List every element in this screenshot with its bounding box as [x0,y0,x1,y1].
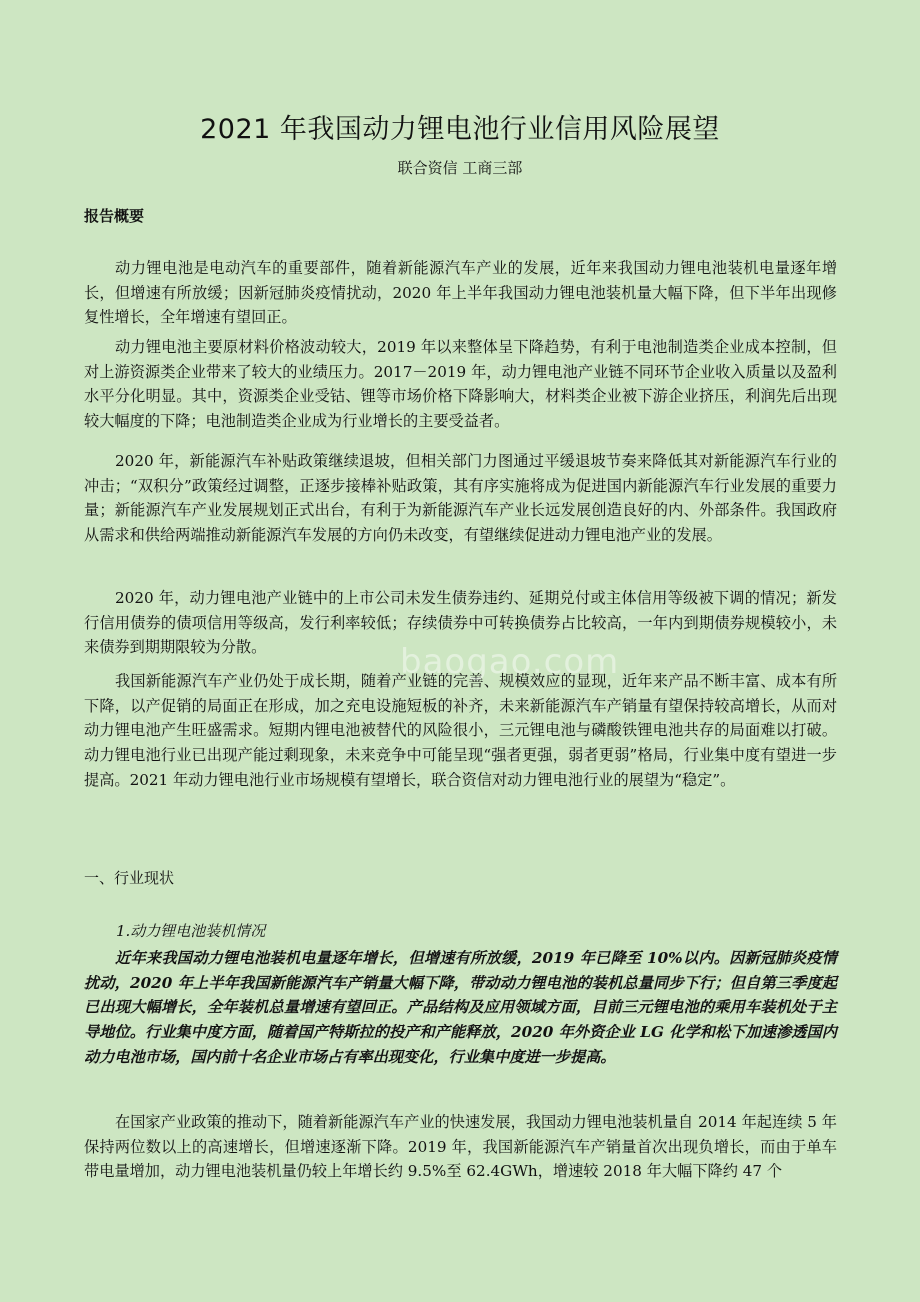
summary-paragraph-4: 2020 年，动力锂电池产业链中的上市公司未发生债券违约、延期兑付或主体信用等级被下调的情况；新发行信用债券的债项信用等级高，发行利率较低；存续债券中可转换债券占比较高，一年内到期债券规模较小，未来债券到期期限较为分散。 [84,589,837,657]
summary-heading: 报告概要 [84,207,145,225]
sub-heading-battery-installation: 1.动力锂电池装机情况 [116,922,266,940]
document-title: 2021 年我国动力锂电池行业信用风险展望 [200,114,720,145]
summary-paragraph-5: 我国新能源汽车产业仍处于成长期，随着产业链的完善、规模效应的显现，近年来产品不断丰富、成本有所下降，以产促销的局面正在形成，加之充电设施短板的补齐，未来新能源汽车产销量有望保持较高增长，从而对动力锂电池产生旺盛需求。短期内锂电池被替代的风险很小，三元锂电池与磷酸铁锂电池共存的局面难以打破。动力锂电池行业已出现产能过剩现象，未来竞争中可能呈现“强者更强，弱者更弱”格局，行业集中度有望进一步提高。2021 年动力锂电池行业市场规模有望增长，联合资信对动力锂电池行业的展望为“稳定”。 [84,672,837,789]
emphasis-paragraph: 近年来我国动力锂电池装机电量逐年增长，但增速有所放缓，2019 年已降至 10%以内。因新冠肺炎疫情扰动，2020 年上半年我国新能源汽车产销量大幅下降，带动动力锂电池的装机总量同步下行；但自第三季度起已出现大幅增长，全年装机总量增速有望回正。产品结构及应用领域方面，目前三元锂电池的乘用车装机处于主导地位。行业集中度方面，随着国产特斯拉的投产和产能释放，2020 年外资企业 LG 化学和松下加速渗透国内动力电池市场，国内前十名企业市场占有率出现变化，行业集中度进一步提高。 [84,949,837,1066]
section-heading-industry-status: 一、行业现状 [84,869,175,887]
summary-paragraph-1: 动力锂电池是电动汽车的重要部件，随着新能源汽车产业的发展，近年来我国动力锂电池装机电量逐年增长，但增速有所放缓；因新冠肺炎疫情扰动，2020 年上半年我国动力锂电池装机量大幅下降，但下半年出现修复性增长，全年增速有望回正。 [84,259,837,327]
section-paragraph-1: 在国家产业政策的推动下，随着新能源汽车产业的快速发展，我国动力锂电池装机量自 2014 年起连续 5 年保持两位数以上的高速增长，但增速逐渐下降。2019 年，我国新能源汽车产销量首次出现负增长，而由于单车带电量增加，动力锂电池装机量仍较上年增长约 9.5%至 62.4GWh，增速较 2018 年大幅下降约 47 个 [84,1113,837,1181]
summary-paragraph-3: 2020 年，新能源汽车补贴政策继续退坡，但相关部门力图通过平缓退坡节奏来降低其对新能源汽车行业的冲击；“双积分”政策经过调整，正逐步接棒补贴政策，其有序实施将成为促进国内新能源汽车行业发展的重要力量；新能源汽车产业发展规划正式出台，有利于为新能源汽车产业长远发展创造良好的内、外部条件。我国政府从需求和供给两端推动新能源汽车发展的方向仍未改变，有望继续促进动力锂电池产业的发展。 [84,452,837,545]
summary-paragraph-2: 动力锂电池主要原材料价格波动较大，2019 年以来整体呈下降趋势，有利于电池制造类企业成本控制，但对上游资源类企业带来了较大的业绩压力。2017－2019 年，动力锂电池产业链不同环节企业收入质量以及盈利水平分化明显。其中，资源类企业受钴、锂等市场价格下降影响大，材料类企业被下游企业挤压，利润先后出现较大幅度的下降；电池制造类企业成为行业增长的主要受益者。 [84,338,837,431]
document-subtitle: 联合资信 工商三部 [397,159,523,177]
watermark: baogao.com [400,642,620,682]
